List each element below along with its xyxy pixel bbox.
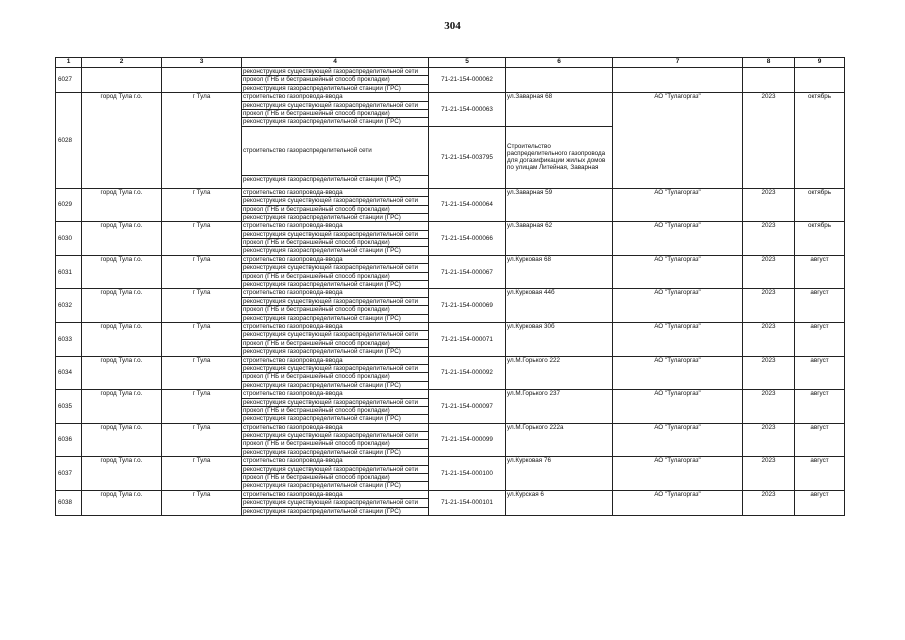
month-cell: август [795, 423, 845, 457]
year-cell: 2023 [743, 423, 795, 457]
work-cell: реконструкция газораспределительной станции (ГРС) [242, 314, 429, 322]
district-cell: город Тула г.о. [82, 356, 162, 390]
table-row [56, 457, 845, 465]
work-cell: прокол (ГНБ и бестраншейный способ прокладки) [242, 272, 429, 280]
row-number: 6029 [56, 188, 82, 222]
table-row [56, 356, 845, 364]
work-cell: реконструкция газораспределительной станции (ГРС) [242, 247, 429, 255]
district-cell: город Тула г.о. [82, 423, 162, 457]
address-cell: ул.Курковая 44б [506, 289, 613, 323]
row-number: 6033 [56, 322, 82, 356]
work-cell: строительство газопровода-ввода [242, 93, 429, 101]
settlement-cell: г Тула [162, 93, 242, 189]
year-cell [743, 68, 795, 93]
gasification-table [55, 57, 845, 516]
org-cell: АО "Тулагоргаз" [613, 255, 743, 289]
work-cell: прокол (ГНБ и бестраншейный способ прокладки) [242, 474, 429, 482]
district-cell: город Тула г.о. [82, 93, 162, 189]
row-number: 6035 [56, 390, 82, 424]
table-row [56, 222, 845, 230]
address-cell: ул.Заварная 68 [506, 93, 613, 127]
col-header: 2 [82, 58, 162, 68]
row-number: 6038 [56, 490, 82, 515]
address-cell: Строительство распределительного газопровода для догазификации жилых домов по улицам Литейная, Заварная [506, 126, 613, 188]
month-cell: август [795, 289, 845, 323]
district-cell: город Тула г.о. [82, 222, 162, 256]
row-number: 6032 [56, 289, 82, 323]
year-cell: 2023 [743, 390, 795, 424]
work-cell: реконструкция существующей газораспределительной сети [242, 432, 429, 440]
org-cell [613, 68, 743, 93]
work-cell: реконструкция газораспределительной станции (ГРС) [242, 482, 429, 490]
code-cell: 71-21-154-000062 [429, 68, 506, 93]
work-cell: реконструкция существующей газораспределительной сети [242, 297, 429, 305]
row-number: 6030 [56, 222, 82, 256]
month-cell: август [795, 457, 845, 491]
work-cell: строительство газопровода-ввода [242, 423, 429, 431]
code-cell: 71-21-154-000067 [429, 255, 506, 289]
settlement-cell: г Тула [162, 289, 242, 323]
table-row [56, 490, 845, 498]
code-cell: 71-21-154-000100 [429, 457, 506, 491]
work-cell: реконструкция газораспределительной станции (ГРС) [242, 281, 429, 289]
work-cell: прокол (ГНБ и бестраншейный способ прокладки) [242, 373, 429, 381]
settlement-cell: г Тула [162, 356, 242, 390]
code-cell: 71-21-154-000101 [429, 490, 506, 515]
district-cell: город Тула г.о. [82, 457, 162, 491]
table-row [56, 423, 845, 431]
table-row [56, 93, 845, 101]
row-number: 6027 [56, 68, 82, 93]
org-cell: АО "Тулагоргаз" [613, 188, 743, 222]
year-cell: 2023 [743, 222, 795, 256]
work-cell: реконструкция существующей газораспределительной сети [242, 101, 429, 109]
work-cell: прокол (ГНБ и бестраншейный способ прокладки) [242, 239, 429, 247]
row-number: 6036 [56, 423, 82, 457]
col-header: 4 [242, 58, 429, 68]
table-row [56, 289, 845, 297]
col-header: 9 [795, 58, 845, 68]
work-cell: строительство газопровода-ввода [242, 222, 429, 230]
col-header: 7 [613, 58, 743, 68]
code-cell: 71-21-154-000099 [429, 423, 506, 457]
month-cell: октябрь [795, 222, 845, 256]
address-cell [506, 68, 613, 93]
district-cell: город Тула г.о. [82, 490, 162, 515]
work-cell: прокол (ГНБ и бестраншейный способ прокладки) [242, 205, 429, 213]
work-cell: реконструкция газораспределительной станции (ГРС) [242, 175, 429, 188]
code-cell: 71-21-154-000092 [429, 356, 506, 390]
address-cell: ул.Курковая 76 [506, 457, 613, 491]
month-cell: октябрь [795, 188, 845, 222]
work-cell: реконструкция существующей газораспределительной сети [242, 230, 429, 238]
settlement-cell: г Тула [162, 490, 242, 515]
col-header: 5 [429, 58, 506, 68]
address-cell: ул.М.Горького 222а [506, 423, 613, 457]
district-cell: город Тула г.о. [82, 289, 162, 323]
work-cell: строительство газораспределительной сети [242, 126, 429, 175]
work-cell: прокол (ГНБ и бестраншейный способ прокладки) [242, 339, 429, 347]
col-header: 8 [743, 58, 795, 68]
work-cell: реконструкция газораспределительной станции (ГРС) [242, 448, 429, 456]
row-number: 6031 [56, 255, 82, 289]
settlement-cell: г Тула [162, 457, 242, 491]
settlement-cell [162, 68, 242, 93]
year-cell: 2023 [743, 289, 795, 323]
page-number: 304 [444, 20, 461, 32]
address-cell: ул.Курковая 30б [506, 322, 613, 356]
work-cell: строительство газопровода-ввода [242, 322, 429, 330]
org-cell: АО "Тулагоргаз" [613, 93, 743, 189]
settlement-cell: г Тула [162, 222, 242, 256]
district-cell: город Тула г.о. [82, 255, 162, 289]
work-cell: реконструкция газораспределительной станции (ГРС) [242, 348, 429, 356]
district-cell: город Тула г.о. [82, 322, 162, 356]
table-row [56, 322, 845, 330]
work-cell: реконструкция существующей газораспределительной сети [242, 499, 429, 507]
table-row [56, 68, 845, 76]
settlement-cell: г Тула [162, 188, 242, 222]
work-cell: реконструкция существующей газораспределительной сети [242, 197, 429, 205]
district-cell [82, 68, 162, 93]
work-cell: реконструкция газораспределительной станции (ГРС) [242, 213, 429, 221]
code-cell: 71-21-154-000063 [429, 93, 506, 127]
work-cell: реконструкция газораспределительной станции (ГРС) [242, 84, 429, 92]
year-cell: 2023 [743, 356, 795, 390]
year-cell: 2023 [743, 93, 795, 189]
address-cell: ул.Заварная 62 [506, 222, 613, 256]
work-cell: реконструкция газораспределительной станции (ГРС) [242, 118, 429, 126]
work-cell: реконструкция газораспределительной станции (ГРС) [242, 507, 429, 515]
work-cell: реконструкция существующей газораспределительной сети [242, 364, 429, 372]
org-cell: АО "Тулагоргаз" [613, 356, 743, 390]
col-header: 6 [506, 58, 613, 68]
col-header: 1 [56, 58, 82, 68]
org-cell: АО "Тулагоргаз" [613, 222, 743, 256]
code-cell: 71-21-154-000097 [429, 390, 506, 424]
work-cell: прокол (ГНБ и бестраншейный способ прокладки) [242, 406, 429, 414]
row-number: 6037 [56, 457, 82, 491]
address-cell: ул.Курковая 68 [506, 255, 613, 289]
year-cell: 2023 [743, 255, 795, 289]
work-cell: прокол (ГНБ и бестраншейный способ прокладки) [242, 306, 429, 314]
year-cell: 2023 [743, 322, 795, 356]
month-cell: август [795, 356, 845, 390]
district-cell: город Тула г.о. [82, 390, 162, 424]
row-number: 6028 [56, 93, 82, 189]
work-cell: прокол (ГНБ и бестраншейный способ прокладки) [242, 109, 429, 117]
month-cell: август [795, 255, 845, 289]
code-cell: 71-21-154-000066 [429, 222, 506, 256]
month-cell: август [795, 490, 845, 515]
table-row [56, 255, 845, 263]
work-cell: прокол (ГНБ и бестраншейный способ прокладки) [242, 76, 429, 84]
work-cell: строительство газопровода-ввода [242, 457, 429, 465]
work-cell: прокол (ГНБ и бестраншейный способ прокладки) [242, 440, 429, 448]
work-cell: реконструкция существующей газораспределительной сети [242, 264, 429, 272]
work-cell: реконструкция существующей газораспределительной сети [242, 465, 429, 473]
org-cell: АО "Тулагоргаз" [613, 423, 743, 457]
org-cell: АО "Тулагоргаз" [613, 289, 743, 323]
org-cell: АО "Тулагоргаз" [613, 322, 743, 356]
year-cell: 2023 [743, 188, 795, 222]
month-cell [795, 68, 845, 93]
col-header: 3 [162, 58, 242, 68]
work-cell: строительство газопровода-ввода [242, 490, 429, 498]
code-cell: 71-21-154-000069 [429, 289, 506, 323]
code-cell: 71-21-154-003795 [429, 126, 506, 188]
settlement-cell: г Тула [162, 423, 242, 457]
work-cell: строительство газопровода-ввода [242, 255, 429, 263]
table-row [56, 390, 845, 398]
table-body [56, 68, 845, 516]
row-number: 6034 [56, 356, 82, 390]
work-cell: строительство газопровода-ввода [242, 188, 429, 196]
table-row [56, 188, 845, 196]
settlement-cell: г Тула [162, 322, 242, 356]
work-cell: строительство газопровода-ввода [242, 356, 429, 364]
address-cell: ул.М.Горького 222 [506, 356, 613, 390]
work-cell: реконструкция существующей газораспределительной сети [242, 68, 429, 76]
work-cell: строительство газопровода-ввода [242, 289, 429, 297]
address-cell: ул.Заварная 59 [506, 188, 613, 222]
code-cell: 71-21-154-000064 [429, 188, 506, 222]
month-cell: август [795, 322, 845, 356]
year-cell: 2023 [743, 457, 795, 491]
work-cell: реконструкция газораспределительной станции (ГРС) [242, 415, 429, 423]
address-cell: ул.Курская 6 [506, 490, 613, 515]
month-cell: октябрь [795, 93, 845, 189]
org-cell: АО "Тулагоргаз" [613, 457, 743, 491]
org-cell: АО "Тулагоргаз" [613, 490, 743, 515]
year-cell: 2023 [743, 490, 795, 515]
code-cell: 71-21-154-000071 [429, 322, 506, 356]
work-cell: строительство газопровода-ввода [242, 390, 429, 398]
work-cell: реконструкция газораспределительной станции (ГРС) [242, 381, 429, 389]
header-row [56, 58, 845, 68]
district-cell: город Тула г.о. [82, 188, 162, 222]
settlement-cell: г Тула [162, 255, 242, 289]
work-cell: реконструкция существующей газораспределительной сети [242, 398, 429, 406]
address-cell: ул.М.Горького 237 [506, 390, 613, 424]
month-cell: август [795, 390, 845, 424]
settlement-cell: г Тула [162, 390, 242, 424]
work-cell: реконструкция существующей газораспределительной сети [242, 331, 429, 339]
org-cell: АО "Тулагоргаз" [613, 390, 743, 424]
